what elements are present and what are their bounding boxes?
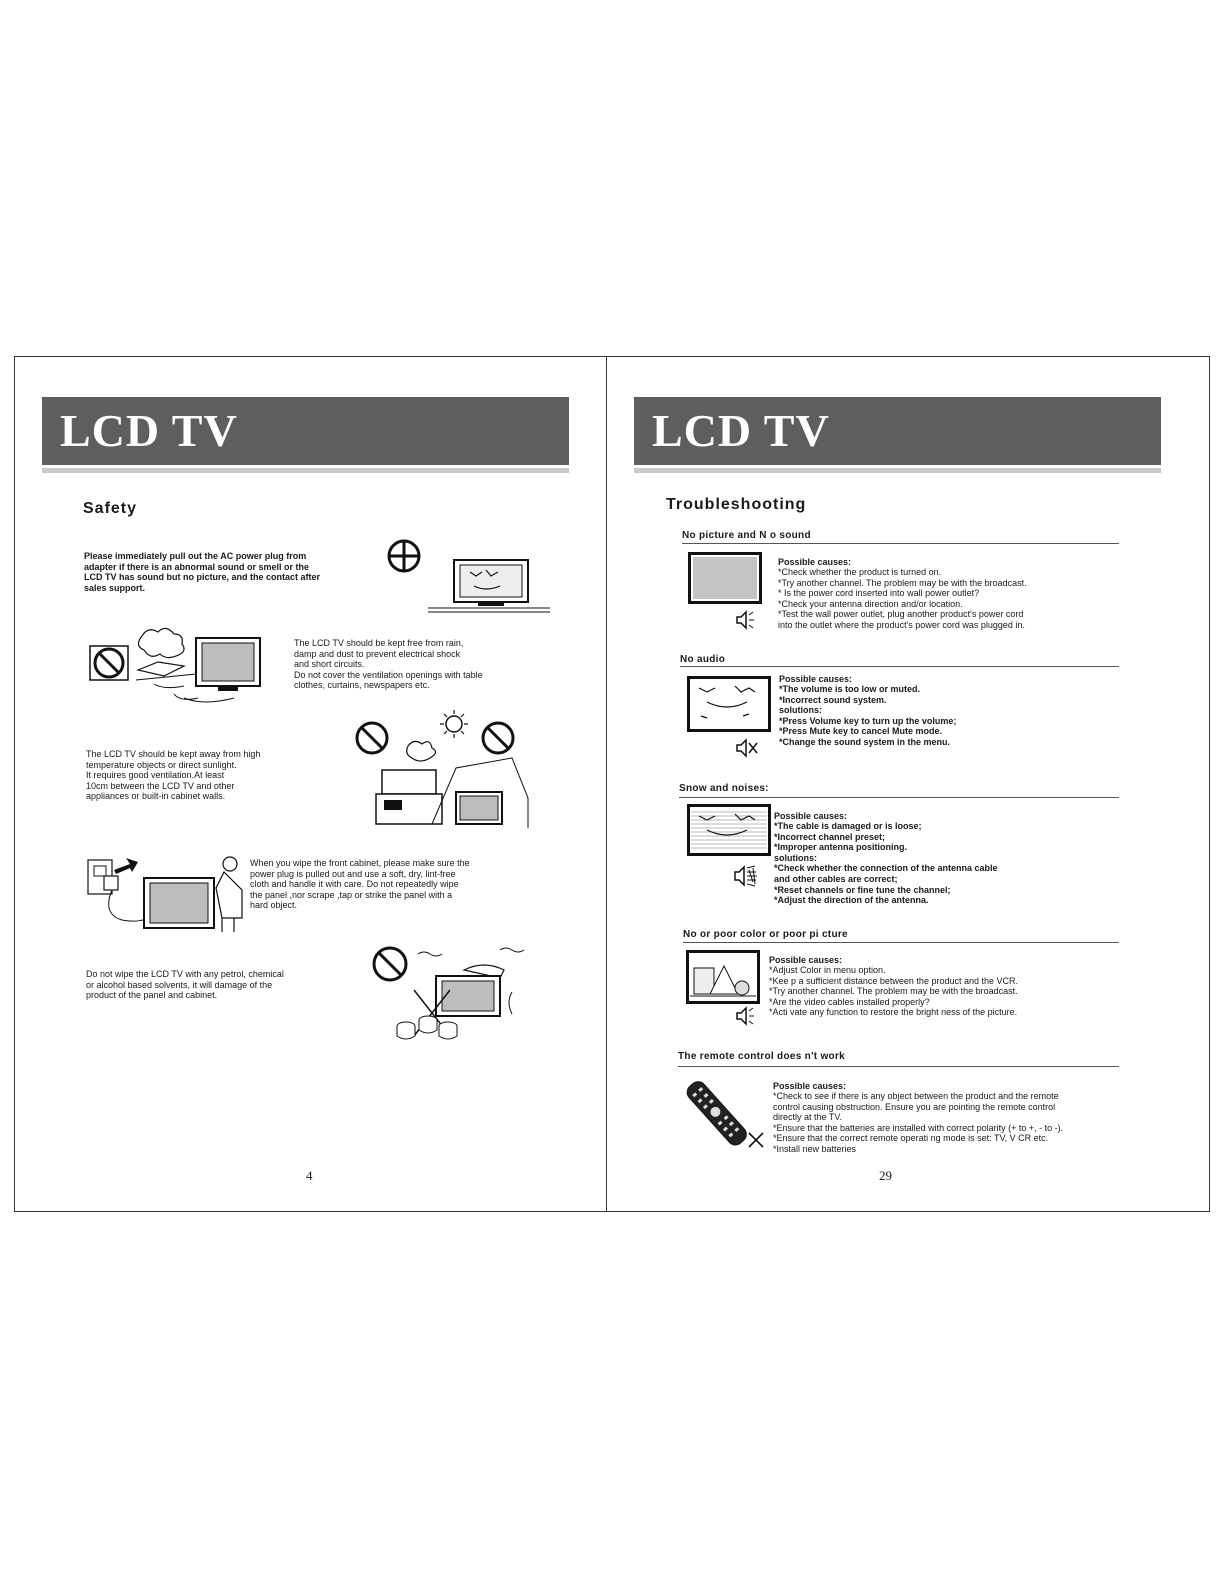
right-banner-rule	[634, 468, 1161, 473]
right-banner-title: LCD TV	[634, 397, 1161, 465]
section-heading-no-picture: No picture and N o sound	[682, 530, 811, 541]
causes-body-4: *Adjust Color in menu option. *Kee p a sufficient distance between the product and the VCR. *Try another channel. The problem may be with the broadcast. *Are the video cables installed properly? *Acti vate any function to restore the bright ness of the picture.	[769, 965, 1018, 1018]
section-rule	[680, 666, 1119, 667]
causes-body-3: *The cable is damaged or is loose; *Incorrect channel preset; *Improper antenna positioning. solutions: *Check whether the connection of the antenna cable and other cables are correct; *Reset channels or fine tune the channel; *Adjust the direction of the antenna.	[774, 821, 998, 906]
solvent-warning-illustration	[370, 942, 526, 1040]
speaker-icon	[735, 610, 757, 630]
section-heading-remote: The remote control does n't work	[678, 1051, 845, 1062]
causes-body-2: *The volume is too low or muted. *Incorrect sound system. solutions: *Press Volume key to turn up the volume; *Press Mute key to cancel Mute mode. *Change the sound system in the menu.	[779, 684, 957, 747]
causes-label-5: Possible causes:	[773, 1081, 847, 1091]
right-page	[607, 356, 1197, 1212]
causes-label-4: Possible causes:	[769, 955, 843, 965]
shapes-screen-illustration	[686, 950, 760, 1004]
section-rule	[683, 942, 1119, 943]
noisy-speaker-icon	[733, 864, 759, 888]
speaker-icon	[735, 1006, 757, 1026]
plug-in-icon	[386, 538, 422, 574]
tv-picture-illustration	[687, 676, 771, 732]
causes-body-1: *Check whether the product is turned on. *Try another channel. The problem may be with the broadcast. * Is the power cord inserted into wall power outlet? *Check your antenna direction and/or location. *Test the wall power outlet, plug another product's power cord into the outlet where the product's power cord was plugged in.	[778, 567, 1027, 630]
safety-item-3: The LCD TV should be kept away from high temperature objects or direct sunlight. It requires good ventilation.At least 10cm between the LCD TV and other appliances or built-in cabinet walls.	[86, 749, 261, 802]
right-page-number: 29	[879, 1168, 892, 1183]
causes-label-3: Possible causes:	[774, 811, 848, 821]
safety-item-5: Do not wipe the LCD TV with any petrol, chemical or alcohol based solvents, it will damage of the product of the panel and cabinet.	[86, 969, 284, 1001]
causes-body-5: *Check to see if there is any object between the product and the remote control causing obstruction. Ensure you are pointing the remote control directly at the TV. *Ensure that the batteries are installed with correct polarity (+ to +, - to -). *Ensure that the correct remote operati ng mode is set: TV, V CR etc. *Install new batteries	[773, 1091, 1064, 1154]
x-mark-icon	[747, 1131, 765, 1149]
section-heading-snow: Snow and noises:	[679, 783, 769, 794]
snowy-screen-illustration	[687, 804, 771, 856]
left-page	[14, 356, 604, 1212]
left-banner-title: LCD TV	[42, 397, 569, 465]
heat-sources-illustration	[352, 708, 532, 832]
tv-on-stand-illustration	[426, 556, 552, 614]
left-banner-rule	[42, 468, 569, 473]
section-heading-no-audio: No audio	[680, 654, 726, 665]
section-heading-poor-color: No or poor color or poor pi cture	[683, 929, 848, 940]
safety-item-4: When you wipe the front cabinet, please make sure the power plug is pulled out and use a soft, dry, lint-free cloth and handle it with care. Do not repeatedly wipe the panel ,nor scrape ,tap or strike the panel with a hard object.	[250, 858, 470, 911]
safety-item-2: The LCD TV should be kept free from rain, damp and dust to prevent electrical shock and short circuits. Do not cover the ventilation openings with table clothes, curtains, newspapers etc.	[294, 638, 483, 691]
safety-title: Safety	[83, 500, 138, 517]
causes-label-1: Possible causes:	[778, 557, 852, 567]
wiping-tv-illustration	[84, 852, 244, 938]
muted-speaker-icon	[735, 738, 759, 758]
section-rule	[678, 1066, 1119, 1067]
remote-control-icon	[681, 1078, 751, 1150]
rain-tv-illustration	[84, 624, 274, 706]
left-page-number: 4	[306, 1168, 313, 1183]
section-rule	[679, 797, 1119, 798]
troubleshooting-title: Troubleshooting	[666, 496, 807, 513]
safety-item-1: Please immediately pull out the AC power plug from adapter if there is an abnormal sound or smell or the LCD TV has sound but no picture, and the contact after sales support.	[84, 551, 321, 593]
causes-label-2: Possible causes:	[779, 674, 853, 684]
section-rule	[682, 543, 1119, 544]
blank-screen-illustration	[688, 552, 762, 604]
